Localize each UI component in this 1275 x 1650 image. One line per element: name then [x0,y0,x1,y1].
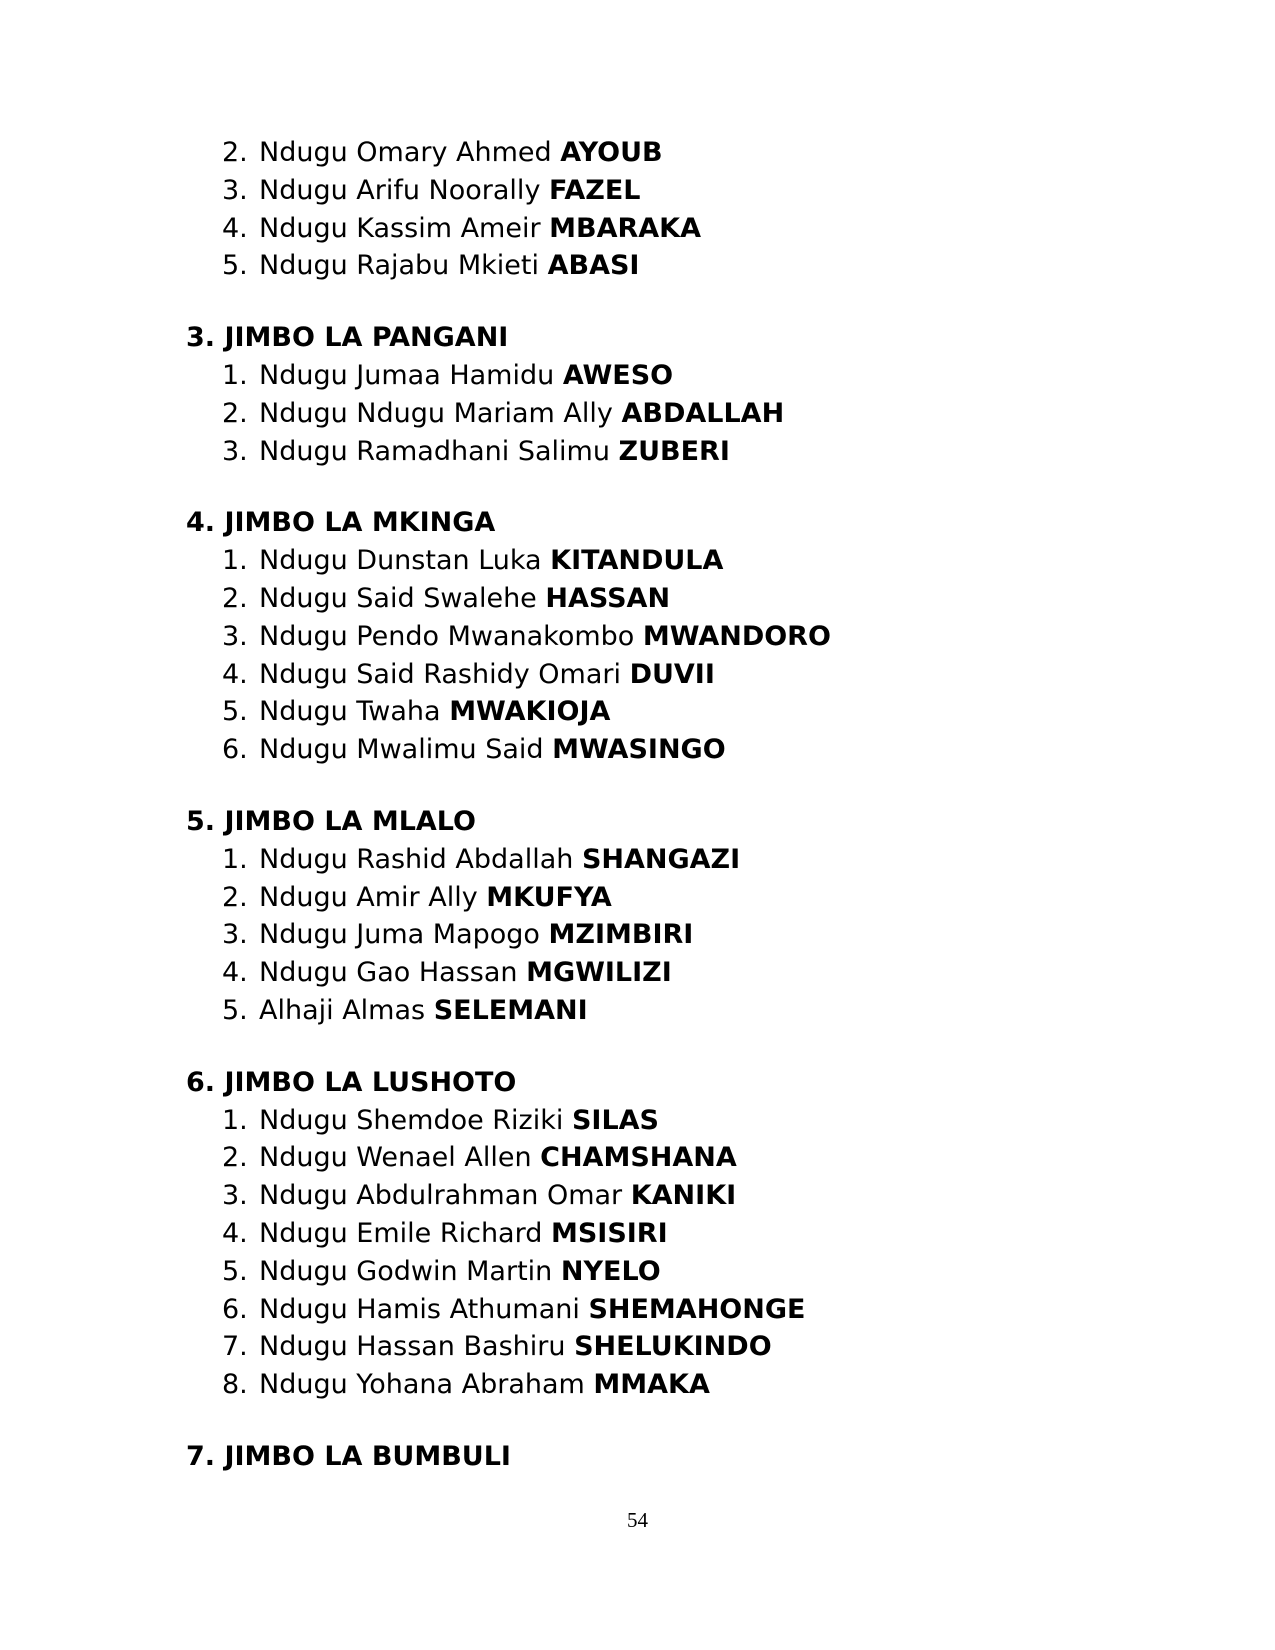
list-item [222,1102,659,1140]
list-item-name: Ndugu Said Swalehe [259,583,546,614]
list-item-surname: MWASINGO [552,734,726,766]
list-item [222,1139,737,1177]
list-item [222,954,672,992]
list-item [222,134,663,172]
list-item-name: Ndugu Wenael Allen [259,1142,541,1174]
list-item-name: Ndugu Dunstan Luka [259,545,551,577]
list-item [222,841,740,879]
list-item-name: Ndugu Hassan Bashiru [259,1331,575,1363]
list-item-name: Ndugu Said Rashidy Omari [259,658,630,690]
list-item-name: Ndugu Rajabu Mkieti [259,250,548,282]
list-item-number: 4. [222,212,248,244]
list-item [222,992,588,1030]
list-item-surname: ABASI [547,250,640,282]
list-item [222,656,715,694]
list-item-surname: MBARAKA [549,212,702,244]
list-item [222,1291,805,1329]
section-heading: 7. JIMBO LA BUMBULI [186,1441,511,1472]
list-item-number: 3. [222,620,248,652]
list-item-surname: SHELUKINDO [574,1331,772,1363]
list-item-name: Ndugu Kassim Ameir [259,212,550,244]
list-item-number: 5. [222,1255,248,1287]
list-item-surname: FAZEL [549,174,641,206]
list-item-number: 7. [222,1331,248,1363]
list-item-number: 5. [222,696,248,728]
list-item-surname: MMAKA [593,1369,710,1401]
list-item-number: 2. [222,397,248,429]
list-item-name: Ndugu Shemdoe Riziki [259,1104,572,1136]
list-item-surname: SELEMANI [433,995,588,1026]
list-item [222,1366,710,1404]
list-item-surname: MZIMBIRI [548,919,694,951]
list-item-surname: MGWILIZI [526,957,672,989]
list-item-name: Ndugu Omary Ahmed [259,137,561,168]
list-item-name: Ndugu Ramadhani Salimu [259,435,619,467]
list-item-surname: ZUBERI [618,435,730,467]
list-item-surname: SILAS [571,1104,659,1136]
list-item-number: 3. [222,1180,248,1212]
list-item-name: Ndugu Hamis Athumani [259,1293,589,1325]
list-item-name: Ndugu Mwalimu Said [259,734,553,766]
list-item [222,618,831,656]
list-item [222,542,723,580]
list-item-name: Ndugu Gao Hassan [259,957,527,989]
list-item-surname: MWANDORO [642,620,831,652]
list-item-surname: MKUFYA [486,881,612,913]
list-item-number: 3. [222,435,248,467]
section-heading: 5. JIMBO LA MLALO [186,806,476,837]
list-item-number: 2. [222,583,248,614]
list-item-number: 4. [222,1218,248,1249]
list-item-surname: KITANDULA [550,545,724,577]
list-item-surname: MWAKIOJA [449,696,611,728]
list-item-name: Ndugu Amir Ally [259,881,487,913]
list-item-number: 6. [222,1293,248,1325]
list-item-name: Ndugu Ndugu Mariam Ally [259,397,622,429]
section-heading: 6. JIMBO LA LUSHOTO [186,1066,517,1098]
list-item-number: 2. [222,1142,248,1174]
list-item-number: 3. [222,919,248,951]
list-item-surname: NYELO [560,1255,661,1287]
list-item [222,357,673,395]
list-item-name: Ndugu Jumaa Hamidu [259,360,563,391]
list-item-number: 2. [222,137,248,168]
list-item [222,433,730,471]
list-item-surname: CHAMSHANA [540,1142,737,1174]
list-item-surname: KANIKI [630,1180,737,1212]
list-item [222,1177,736,1215]
list-item-name: Ndugu Abdulrahman Omar [259,1180,631,1212]
list-item-number: 4. [222,658,248,690]
list-item-number: 1. [222,843,248,875]
list-item [222,395,784,433]
list-item-name: Ndugu Rashid Abdallah [259,843,582,875]
list-item-surname: HASSAN [545,583,671,614]
list-item [222,210,701,248]
list-item-number: 1. [222,1104,248,1136]
list-item-surname: SHANGAZI [581,843,741,875]
list-item-number: 1. [222,545,248,577]
list-item-surname: DUVII [629,658,715,690]
list-item [222,1328,772,1366]
list-item-number: 4. [222,957,248,989]
list-item-surname: SHEMAHONGE [588,1293,806,1325]
list-item-number: 8. [222,1369,248,1401]
list-item-name: Ndugu Godwin Martin [259,1255,561,1287]
list-item-number: 2. [222,881,248,913]
list-item-name: Alhaji Almas [259,995,434,1026]
section-heading: 3. JIMBO LA PANGANI [186,322,509,354]
list-item [222,879,612,917]
list-item-name: Ndugu Arifu Noorally [259,174,549,206]
list-item-surname: AWESO [562,360,674,391]
list-item-number: 5. [222,250,248,282]
list-item-number: 3. [222,174,248,206]
list-item-number: 5. [222,995,248,1026]
list-item-name: Ndugu Yohana Abraham [259,1369,594,1401]
list-item [222,1215,668,1253]
list-item [222,1253,661,1291]
list-item-name: Ndugu Juma Mapogo [259,919,549,951]
list-item-number: 1. [222,360,248,391]
list-item-name: Ndugu Twaha [259,696,450,728]
list-item-number: 6. [222,734,248,766]
list-item-name: Ndugu Pendo Mwanakombo [259,620,643,652]
list-item [222,693,610,731]
list-item-surname: AYOUB [560,137,663,168]
list-item [222,731,726,769]
section-heading: 4. JIMBO LA MKINGA [186,507,496,539]
list-item [222,247,639,285]
list-item-surname: MSISIRI [550,1218,668,1249]
list-item [222,580,670,618]
list-item-surname: ABDALLAH [621,397,785,429]
list-item [222,172,640,210]
page-number: 54 [627,1508,648,1532]
list-item [222,916,693,954]
list-item-name: Ndugu Emile Richard [259,1218,551,1249]
